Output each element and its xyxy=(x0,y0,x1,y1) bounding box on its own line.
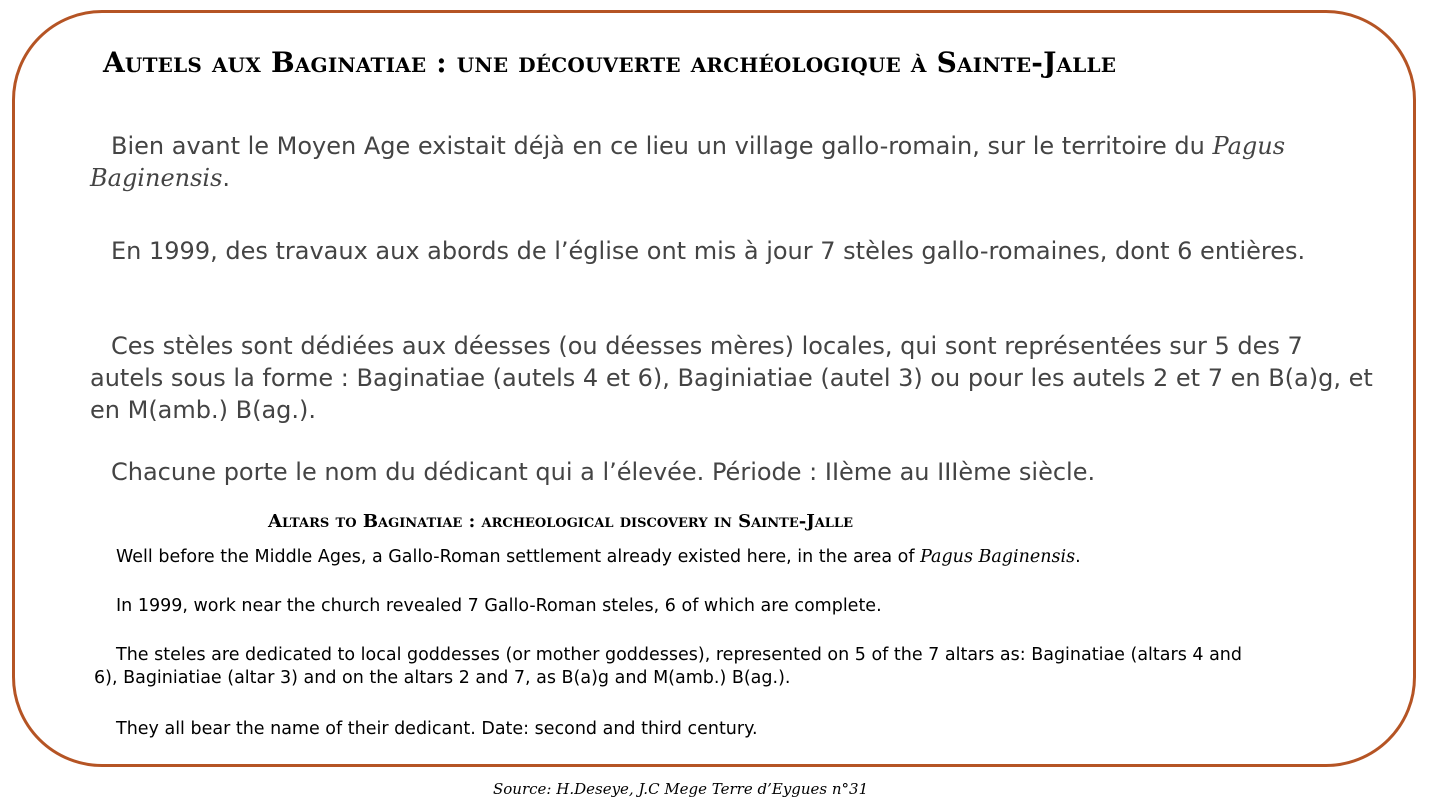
french-paragraph-1-text: Bien avant le Moyen Age existait déjà en ce lieu un village gallo-romain, sur le territoire du xyxy=(111,132,1213,160)
english-paragraph-3: The steles are dedicated to local goddesses (or mother goddesses), represented on 5 of the 7 altars as: Baginatiae (altars 4 and 6), Baginiatiae (altar 3) and on the altars 2 and 7, as B(a)g and M(amb.) B(ag.). xyxy=(94,645,1242,688)
english-paragraph-1-end: . xyxy=(1075,547,1081,567)
english-title: Altars to Baginatiae : archeological discovery in Sainte-Jalle xyxy=(268,511,853,532)
english-paragraph-1 xyxy=(94,546,1294,569)
source-citation: Source: H.Deseye, J.C Mege Terre d’Eygues n°31 xyxy=(493,780,869,798)
english-paragraph-4: They all bear the name of their dedicant. Date: second and third century. xyxy=(116,719,758,739)
french-paragraph-2: En 1999, des travaux aux abords de l’église ont mis à jour 7 stèles gallo-romaines, dont 6 entières. xyxy=(111,237,1306,265)
english-paragraph-1-text: Well before the Middle Ages, a Gallo-Roman settlement already existed here, in the area of xyxy=(116,547,921,567)
french-paragraph-1-end: . xyxy=(222,164,231,192)
english-paragraph-2: In 1999, work near the church revealed 7 Gallo-Roman steles, 6 of which are complete. xyxy=(116,596,882,616)
french-title: Autels aux Baginatiae : une découverte archéologique à Sainte-Jalle xyxy=(103,46,1117,79)
english-paragraph-1-latin: Pagus Baginensis xyxy=(920,547,1076,567)
french-paragraph-3: Ces stèles sont dédiées aux déesses (ou déesses mères) locales, qui sont représentées sur 5 des 7 autels sous la forme : Baginatiae (autels 4 et 6), Baginiatiae (autel 3) ou pour les autels 2 et 7 en B(a)g, et en M(amb.) B(ag.). xyxy=(90,332,1373,424)
french-paragraph-1 xyxy=(90,130,1380,194)
french-paragraph-4: Chacune porte le nom du dédicant qui a l’élevée. Période : IIème au IIIème siècle. xyxy=(111,458,1096,486)
french-paragraph-1-latin: Pagus Baginensis xyxy=(90,132,1286,192)
